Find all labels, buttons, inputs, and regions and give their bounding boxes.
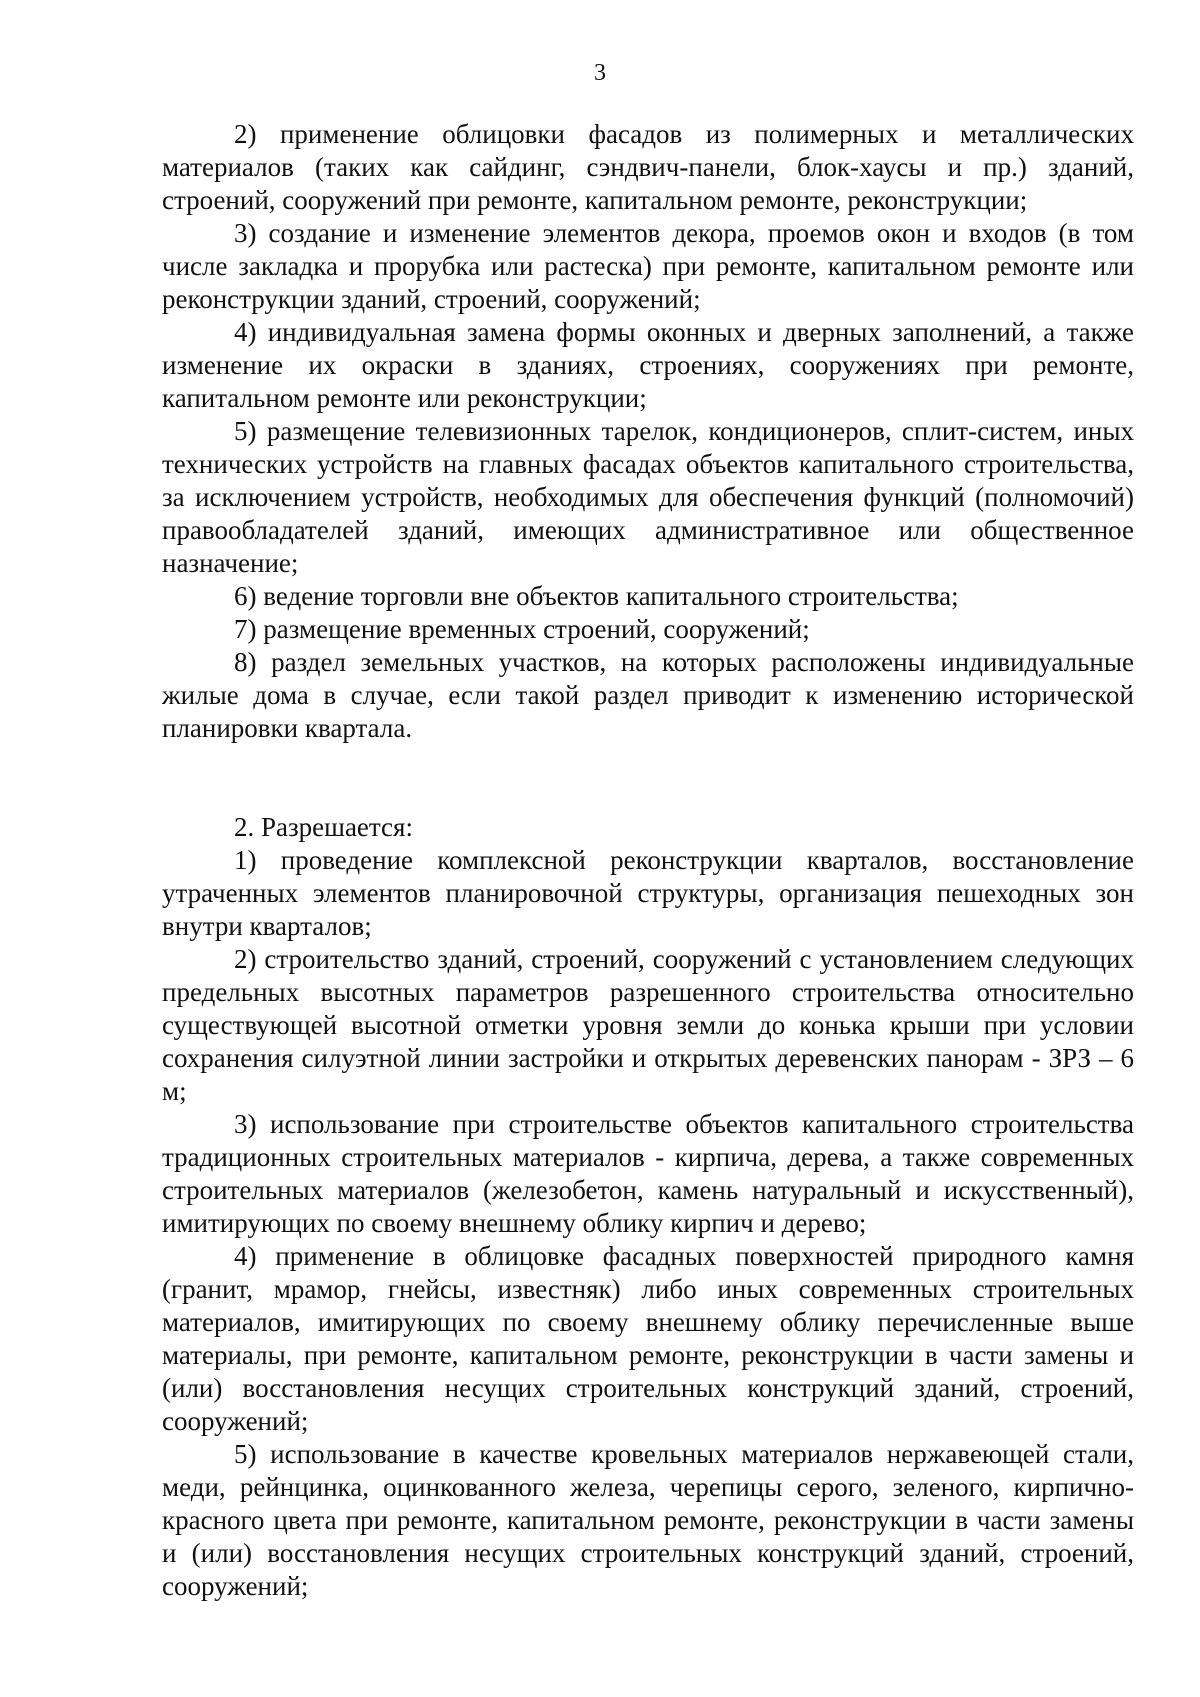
prohibited-item: 3) создание и изменение элементов декора, проемов окон и входов (в том числе закладка и прорубка или растеска) при ремонте, капитальном ремонте или реконструкции зданий, строений, сооружений; [162, 218, 1134, 314]
document-body [162, 118, 1134, 1603]
prohibited-item: 5) размещение телевизионных тарелок, кондиционеров, сплит-систем, иных технических устройств на главных фасадах объектов капитального строительства, за исключением устройств, необходимых для обеспечения функций (полномочий) правообладателей зданий, имеющих административное или общественное назначение; [162, 416, 1134, 578]
allowed-item: 4) применение в облицовке фасадных поверхностей природного камня (гранит, мрамор, гнейсы, известняк) либо иных современных строительных материалов, имитирующих по своему внешнему облику перечисленные выше материалы, при ремонте, капитальном ремонте, реконструкции в части замены и (или) восстановления несущих строительных конструкций зданий, строений, сооружений; [162, 1241, 1134, 1436]
allowed-item: 3) использование при строительстве объектов капитального строительства традиционных строительных материалов - кирпича, дерева, а также современных строительных материалов (железобетон, камень натуральный и искусственный), имитирующих по своему внешнему облику кирпич и дерево; [162, 1109, 1134, 1238]
prohibited-item: 7) размещение временных строений, сооружений; [234, 614, 810, 644]
prohibited-item: 6) ведение торговли вне объектов капитального строительства; [234, 581, 959, 611]
prohibited-item: 4) индивидуальная замена формы оконных и дверных заполнений, а также изменение их окраски в зданиях, строениях, сооружениях при ремонте, капитальном ремонте или реконструкции; [162, 317, 1134, 413]
section-heading-allowed: 2. Разрешается: [234, 812, 413, 842]
prohibited-item: 8) раздел земельных участков, на которых расположены индивидуальные жилые дома в случае, если такой раздел приводит к изменению исторической планировки квартала. [162, 647, 1134, 743]
page-number: 3 [594, 60, 606, 86]
allowed-item: 1) проведение комплексной реконструкции кварталов, восстановление утраченных элементов планировочной структуры, организация пешеходных зон внутри кварталов; [162, 845, 1134, 941]
prohibited-item: 2) применение облицовки фасадов из полимерных и металлических материалов (таких как сайдинг, сэндвич-панели, блок-хаусы и пр.) зданий, строений, сооружений при ремонте, капитальном ремонте, реконструкции; [162, 119, 1134, 215]
allowed-item: 5) использование в качестве кровельных материалов нержавеющей стали, меди, рейнцинка, оцинкованного железа, черепицы серого, зеленого, кирпично-красного цвета при ремонте, капитальном ремонте, реконструкции в части замены и (или) восстановления несущих строительных конструкций зданий, строений, сооружений; [162, 1439, 1134, 1601]
allowed-item: 2) строительство зданий, строений, сооружений с установлением следующих предельных высотных параметров разрешенного строительства относительно существующей высотной отметки уровня земли до конька крыши при условии сохранения силуэтной линии застройки и открытых деревенских панорам - ЗРЗ – 6 м; [162, 944, 1134, 1106]
